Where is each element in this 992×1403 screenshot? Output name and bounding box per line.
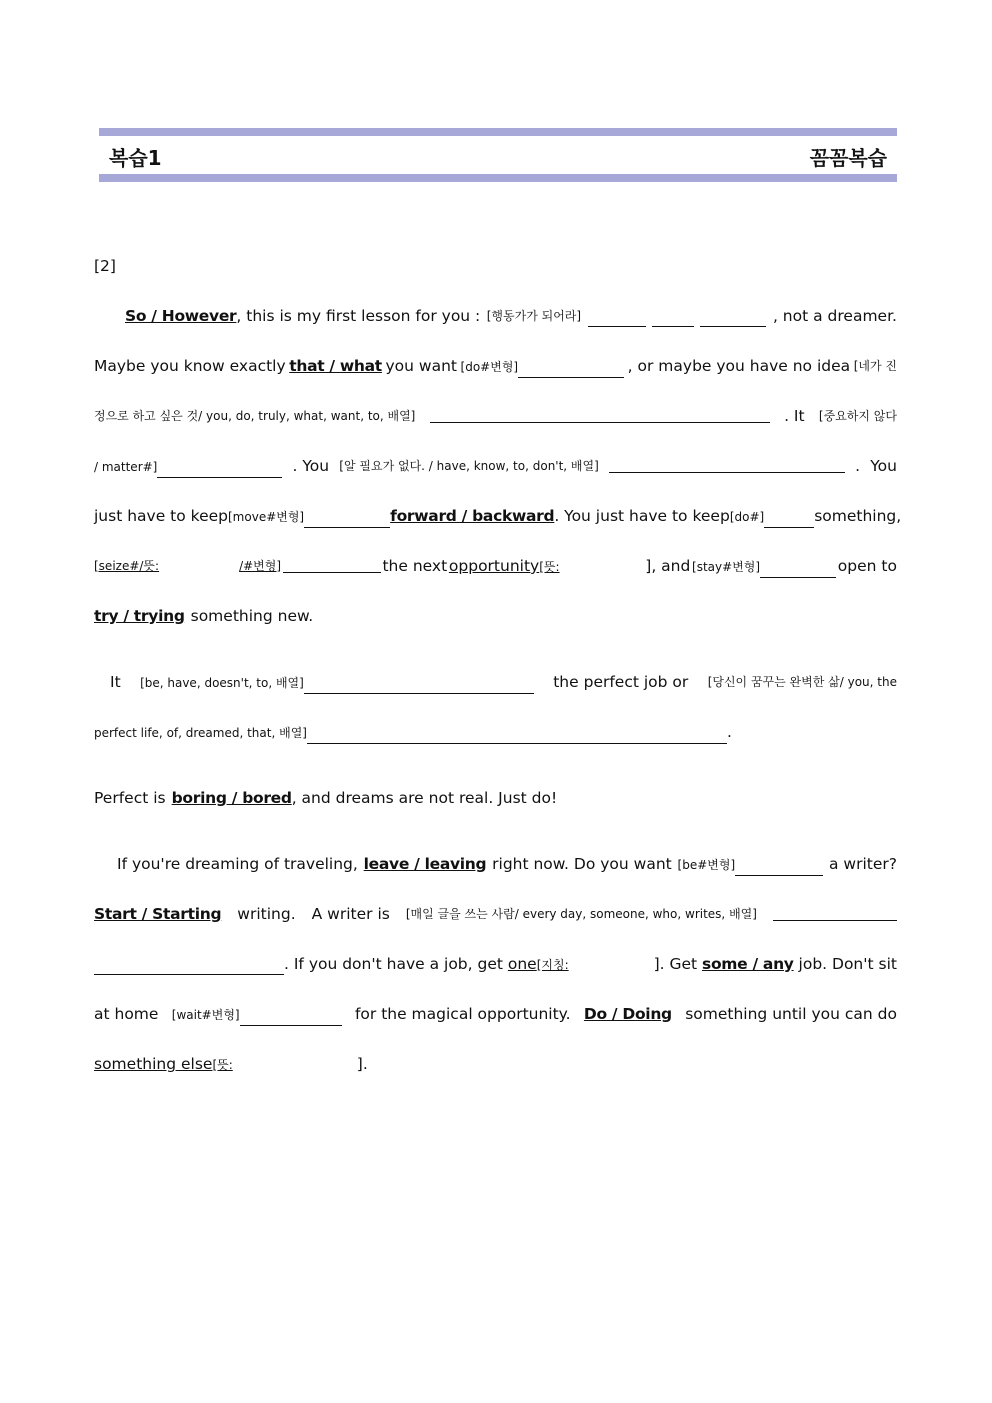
- blank-life[interactable]: [307, 726, 727, 744]
- text: It: [110, 673, 121, 691]
- hint-move: [move#변형]: [228, 510, 305, 524]
- hint-do-2: [do#]: [729, 510, 765, 524]
- choice-boring-bored[interactable]: boring / bored: [171, 789, 292, 807]
- p4-line-2: [94, 903, 897, 953]
- choice-forward-backward[interactable]: forward / backward: [390, 507, 555, 525]
- blank-truly[interactable]: [430, 405, 770, 423]
- blank-have[interactable]: [304, 676, 534, 694]
- choice-that-what[interactable]: that / what: [289, 357, 382, 375]
- choice-try-trying[interactable]: try / trying: [94, 607, 185, 625]
- hint-be: [be#변형]: [677, 858, 736, 872]
- section-label-line: [94, 255, 897, 305]
- hint-do-1: [do#변형]: [460, 360, 519, 374]
- text: . You just have to keep: [554, 507, 730, 525]
- hint-matter: [중요하지 않다: [818, 409, 897, 423]
- p1-line-3: [94, 405, 897, 455]
- text: .: [726, 723, 732, 741]
- text: at home: [94, 1005, 159, 1023]
- text: .: [284, 955, 289, 973]
- text: , this is my first lesson for you :: [236, 307, 481, 325]
- p4-line-1: [94, 853, 897, 903]
- hint-life: [당신이 꿈꾸는 완벽한 삶/ you, the: [707, 675, 897, 689]
- p2-line-2: [94, 721, 897, 771]
- text: ], and: [645, 557, 691, 575]
- p1-line-2: [94, 355, 897, 405]
- blank-do-2[interactable]: [764, 510, 814, 528]
- p1-line-4: [94, 455, 897, 505]
- blank-matter[interactable]: [157, 460, 282, 478]
- blank-something-else[interactable]: [233, 1059, 357, 1076]
- p1-line-5: [94, 505, 902, 555]
- hint-stay: [stay#변형]: [692, 560, 761, 574]
- text: A writer is: [311, 905, 390, 923]
- hint-life-cont: perfect life, of, dreamed, that, 배열]: [94, 726, 307, 740]
- text: a writer?: [828, 855, 897, 873]
- p1-line-7: [94, 605, 897, 655]
- hint-doer: [행동가가 되어라]: [486, 309, 582, 323]
- text: the next: [382, 557, 448, 575]
- text: .: [855, 457, 861, 475]
- blank-know[interactable]: [609, 455, 845, 473]
- choice-so-however[interactable]: So / However: [125, 307, 237, 325]
- blank-seize[interactable]: [283, 555, 381, 573]
- blank-refer[interactable]: [569, 959, 649, 976]
- text: something,: [814, 507, 902, 525]
- header-right-title: 꼼꼼복습: [809, 146, 887, 170]
- p4-line-4: [94, 1003, 897, 1053]
- blank-writer-1[interactable]: [773, 903, 897, 921]
- blank-wait[interactable]: [240, 1008, 342, 1026]
- text: the perfect job or: [553, 673, 689, 691]
- worksheet-body: [94, 255, 902, 1103]
- text: you want: [385, 357, 457, 375]
- opportunity-meaning: opportunity[뜻:: [449, 555, 644, 578]
- hint-matter-cont: / matter#]: [94, 460, 158, 474]
- hint-wait: [wait#변형]: [171, 1008, 240, 1022]
- p2-line-1: [94, 671, 897, 721]
- blank-seize-meaning[interactable]: [159, 560, 239, 577]
- text: , not a dreamer.: [772, 307, 897, 325]
- text: for the magical opportunity.: [354, 1005, 571, 1023]
- blank-be[interactable]: [735, 858, 823, 876]
- text: ]. Get: [653, 955, 698, 973]
- text: . You: [292, 457, 330, 475]
- p4-line-3: [94, 953, 897, 1003]
- choice-some-any[interactable]: some / any: [702, 955, 794, 973]
- text: If you don't have a job, get: [293, 955, 503, 973]
- choice-leave-leaving[interactable]: leave / leaving: [363, 855, 487, 873]
- text: ].: [356, 1055, 368, 1073]
- choice-start-starting[interactable]: Start / Starting: [94, 905, 222, 923]
- text: right now. Do you want: [492, 855, 672, 873]
- blank-stay[interactable]: [760, 560, 836, 578]
- hint-truly-cont: 정으로 하고 싶은 것/ you, do, truly, what, want, to, 배열]: [94, 409, 416, 423]
- blank-writer-2[interactable]: [94, 957, 284, 975]
- text: . It: [784, 407, 805, 425]
- hint-seize: [seize#/뜻: /#변형]: [94, 555, 281, 577]
- text: open to: [837, 557, 897, 575]
- section-label: [2]: [94, 257, 116, 275]
- text: Perfect is: [94, 789, 166, 807]
- one-refer: one[지칭:: [508, 953, 649, 976]
- blank-move[interactable]: [304, 510, 390, 528]
- blank-doer-2[interactable]: [652, 309, 694, 327]
- text: something new.: [190, 607, 314, 625]
- p4-line-5: [94, 1053, 897, 1103]
- header-bottom-bar: [99, 174, 897, 182]
- blank-doer-3[interactable]: [700, 309, 766, 327]
- hint-know: [알 필요가 없다. / have, know, to, don't, 배열]: [339, 459, 599, 473]
- blank-doer-1[interactable]: [588, 309, 646, 327]
- text: job. Don't sit: [798, 955, 897, 973]
- text: , or maybe you have no idea: [627, 357, 851, 375]
- text: just have to keep: [94, 507, 228, 525]
- hint-writer: [매일 글을 쓰는 사람/ every day, someone, who, writes, 배열]: [405, 907, 757, 921]
- text: something until you can do: [685, 1005, 897, 1023]
- text: , and dreams are not real. Just do!: [291, 789, 558, 807]
- section-header: [99, 128, 897, 182]
- hint-truly: [네가 진: [853, 359, 897, 373]
- p3-line-1: [94, 787, 897, 837]
- hint-have: [be, have, doesn't, to, 배열]: [140, 676, 304, 690]
- header-left-title: 복습1: [109, 146, 162, 170]
- blank-opportunity-meaning[interactable]: [560, 561, 644, 578]
- text: Maybe you know exactly: [94, 357, 286, 375]
- choice-do-doing[interactable]: Do / Doing: [583, 1005, 672, 1023]
- header-top-bar: [99, 128, 897, 136]
- blank-do-1[interactable]: [518, 360, 624, 378]
- p1-line-6: [94, 555, 897, 605]
- text: You: [870, 457, 897, 475]
- p1-line-1: [94, 305, 897, 355]
- text: writing.: [237, 905, 296, 923]
- something-else-meaning: something else[뜻:: [94, 1055, 357, 1073]
- text: If you're dreaming of traveling,: [117, 855, 358, 873]
